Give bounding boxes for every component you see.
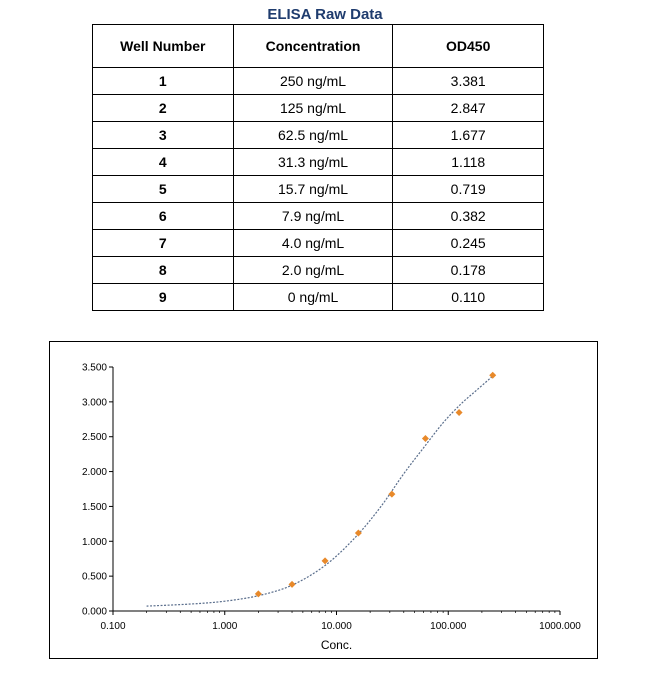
cell-od450: 0.178 [393, 257, 544, 284]
cell-od450: 0.245 [393, 230, 544, 257]
chart-frame [49, 341, 598, 659]
cell-concentration: 125 ng/mL [233, 95, 393, 122]
cell-well-number: 8 [93, 257, 234, 284]
table-row [93, 68, 544, 95]
x-tick-label: 100.000 [430, 621, 467, 632]
table-row [93, 230, 544, 257]
cell-concentration: 4.0 ng/mL [233, 230, 393, 257]
table-row [93, 122, 544, 149]
table-row [93, 176, 544, 203]
elisa-data-table [92, 24, 544, 311]
cell-well-number: 3 [93, 122, 234, 149]
cell-well-number: 4 [93, 149, 234, 176]
y-tick-label: 2.000 [81, 467, 107, 479]
cell-concentration: 15.7 ng/mL [233, 176, 393, 203]
cell-concentration: 7.9 ng/mL [233, 203, 393, 230]
table-row [93, 257, 544, 284]
cell-well-number: 7 [93, 230, 234, 257]
cell-od450: 2.847 [393, 95, 544, 122]
cell-od450: 0.110 [393, 284, 544, 311]
cell-concentration: 62.5 ng/mL [233, 122, 393, 149]
table-row [93, 149, 544, 176]
y-tick-label: 3.500 [81, 362, 107, 374]
cell-well-number: 1 [93, 68, 234, 95]
cell-concentration: 250 ng/mL [233, 68, 393, 95]
cell-well-number: 2 [93, 95, 234, 122]
table-row [93, 203, 544, 230]
cell-od450: 3.381 [393, 68, 544, 95]
header-concentration: Concentration [233, 25, 393, 68]
header-well-number: Well Number [93, 25, 234, 68]
x-tick-label: 10.000 [321, 621, 352, 632]
cell-well-number: 9 [93, 284, 234, 311]
cell-concentration: 0 ng/mL [233, 284, 393, 311]
y-tick-label: 3.000 [81, 397, 107, 409]
table-row [93, 284, 544, 311]
y-tick-label: 0.000 [81, 606, 107, 618]
cell-od450: 1.118 [393, 149, 544, 176]
cell-od450: 1.677 [393, 122, 544, 149]
cell-well-number: 6 [93, 203, 234, 230]
cell-well-number: 5 [93, 176, 234, 203]
x-tick-label: 1000.000 [539, 621, 581, 632]
x-tick-label: 1.000 [212, 621, 238, 632]
cell-od450: 0.382 [393, 203, 544, 230]
y-tick-label: 1.500 [81, 501, 107, 513]
x-axis-label: Conc. [320, 638, 353, 652]
cell-od450: 0.719 [393, 176, 544, 203]
y-tick-label: 2.500 [81, 432, 107, 444]
y-tick-label: 1.000 [81, 536, 107, 548]
table-header-row [93, 25, 544, 68]
header-od450: OD450 [393, 25, 544, 68]
y-tick-label: 0.500 [81, 571, 107, 583]
cell-concentration: 2.0 ng/mL [233, 257, 393, 284]
x-tick-label: 0.100 [100, 621, 126, 632]
table-title: ELISA Raw Data [267, 6, 383, 23]
table-row [93, 95, 544, 122]
cell-concentration: 31.3 ng/mL [233, 149, 393, 176]
